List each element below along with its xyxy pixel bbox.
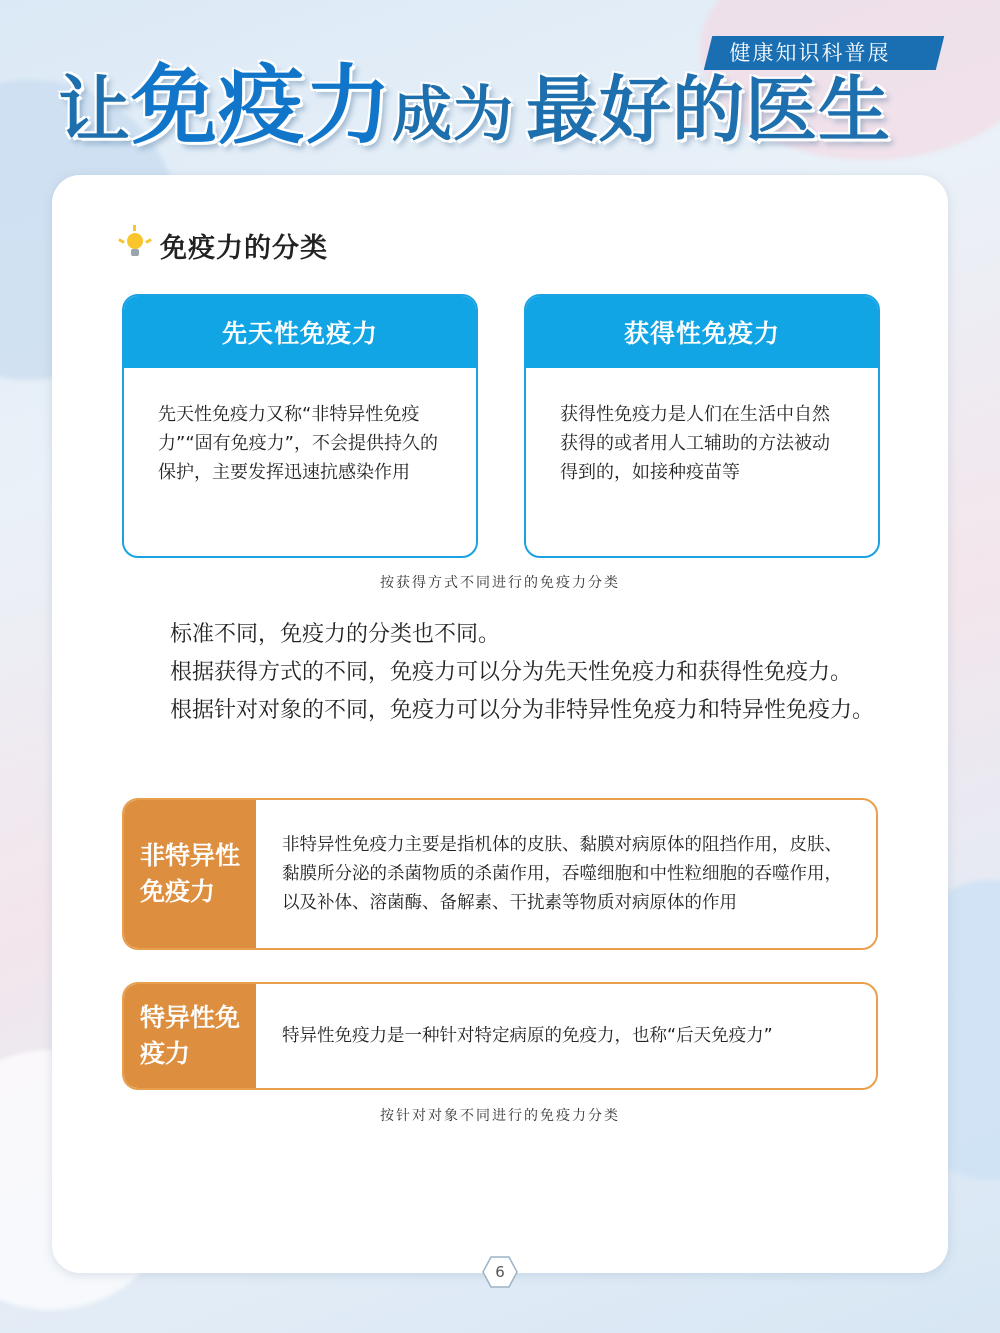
box-heading: 非特异性免疫力 [124, 800, 256, 948]
figure-caption: 按获得方式不同进行的免疫力分类 [380, 575, 620, 591]
figure-caption: 按针对对象不同进行的免疫力分类 [380, 1108, 620, 1124]
box-text: 特异性免疫力是一种针对特定病原的免疫力，也称“后天免疫力” [282, 1025, 773, 1046]
box-heading: 特异性免疫力 [124, 984, 256, 1088]
exhibition-tag: 健康知识科普展 [729, 41, 891, 65]
paragraph: 根据获得方式的不同，免疫力可以分为先天性免疫力和获得性免疫力。 [170, 660, 853, 685]
title-part: 成为 [392, 80, 515, 150]
body-text [122, 616, 882, 730]
page-number [482, 1256, 518, 1288]
nonspecific-immunity-box [122, 798, 878, 950]
box-text: 获得性免疫力是人们在生活中自然获得的或者用人工辅助的方法被动得到的，如接种疫苗等 [560, 404, 830, 483]
title-part: 让 [58, 68, 132, 152]
innate-immunity-box [122, 294, 478, 558]
page-number-text: 6 [495, 1263, 505, 1281]
page-title [58, 58, 891, 154]
section-heading [120, 225, 328, 265]
specific-immunity-box [122, 982, 878, 1090]
box-heading: 获得性免疫力 [526, 296, 878, 368]
section-title: 免疫力的分类 [160, 232, 328, 264]
box-text: 先天性免疫力又称“非特异性免疫力”“固有免疫力”，不会提供持久的保护，主要发挥迅速抗感染作用 [158, 404, 438, 483]
box-text: 非特异性免疫力主要是指机体的皮肤、黏膜对病原体的阻挡作用，皮肤、黏膜所分泌的杀菌物质的杀菌作用，吞噬细胞和中性粒细胞的吞噬作用，以及补体、溶菌酶、备解素、干扰素等物质对病原体的作用 [282, 834, 842, 913]
box-heading: 先天性免疫力 [124, 296, 476, 368]
title-part: 免疫力 [131, 56, 393, 156]
acquired-immunity-box [524, 294, 880, 558]
lightbulb-icon [120, 230, 150, 260]
paragraph: 根据针对对象的不同，免疫力可以分为非特异性免疫力和特异性免疫力。 [170, 698, 875, 723]
paragraph: 标准不同，免疫力的分类也不同。 [170, 622, 501, 647]
title-part: 最好的医生 [526, 68, 892, 152]
